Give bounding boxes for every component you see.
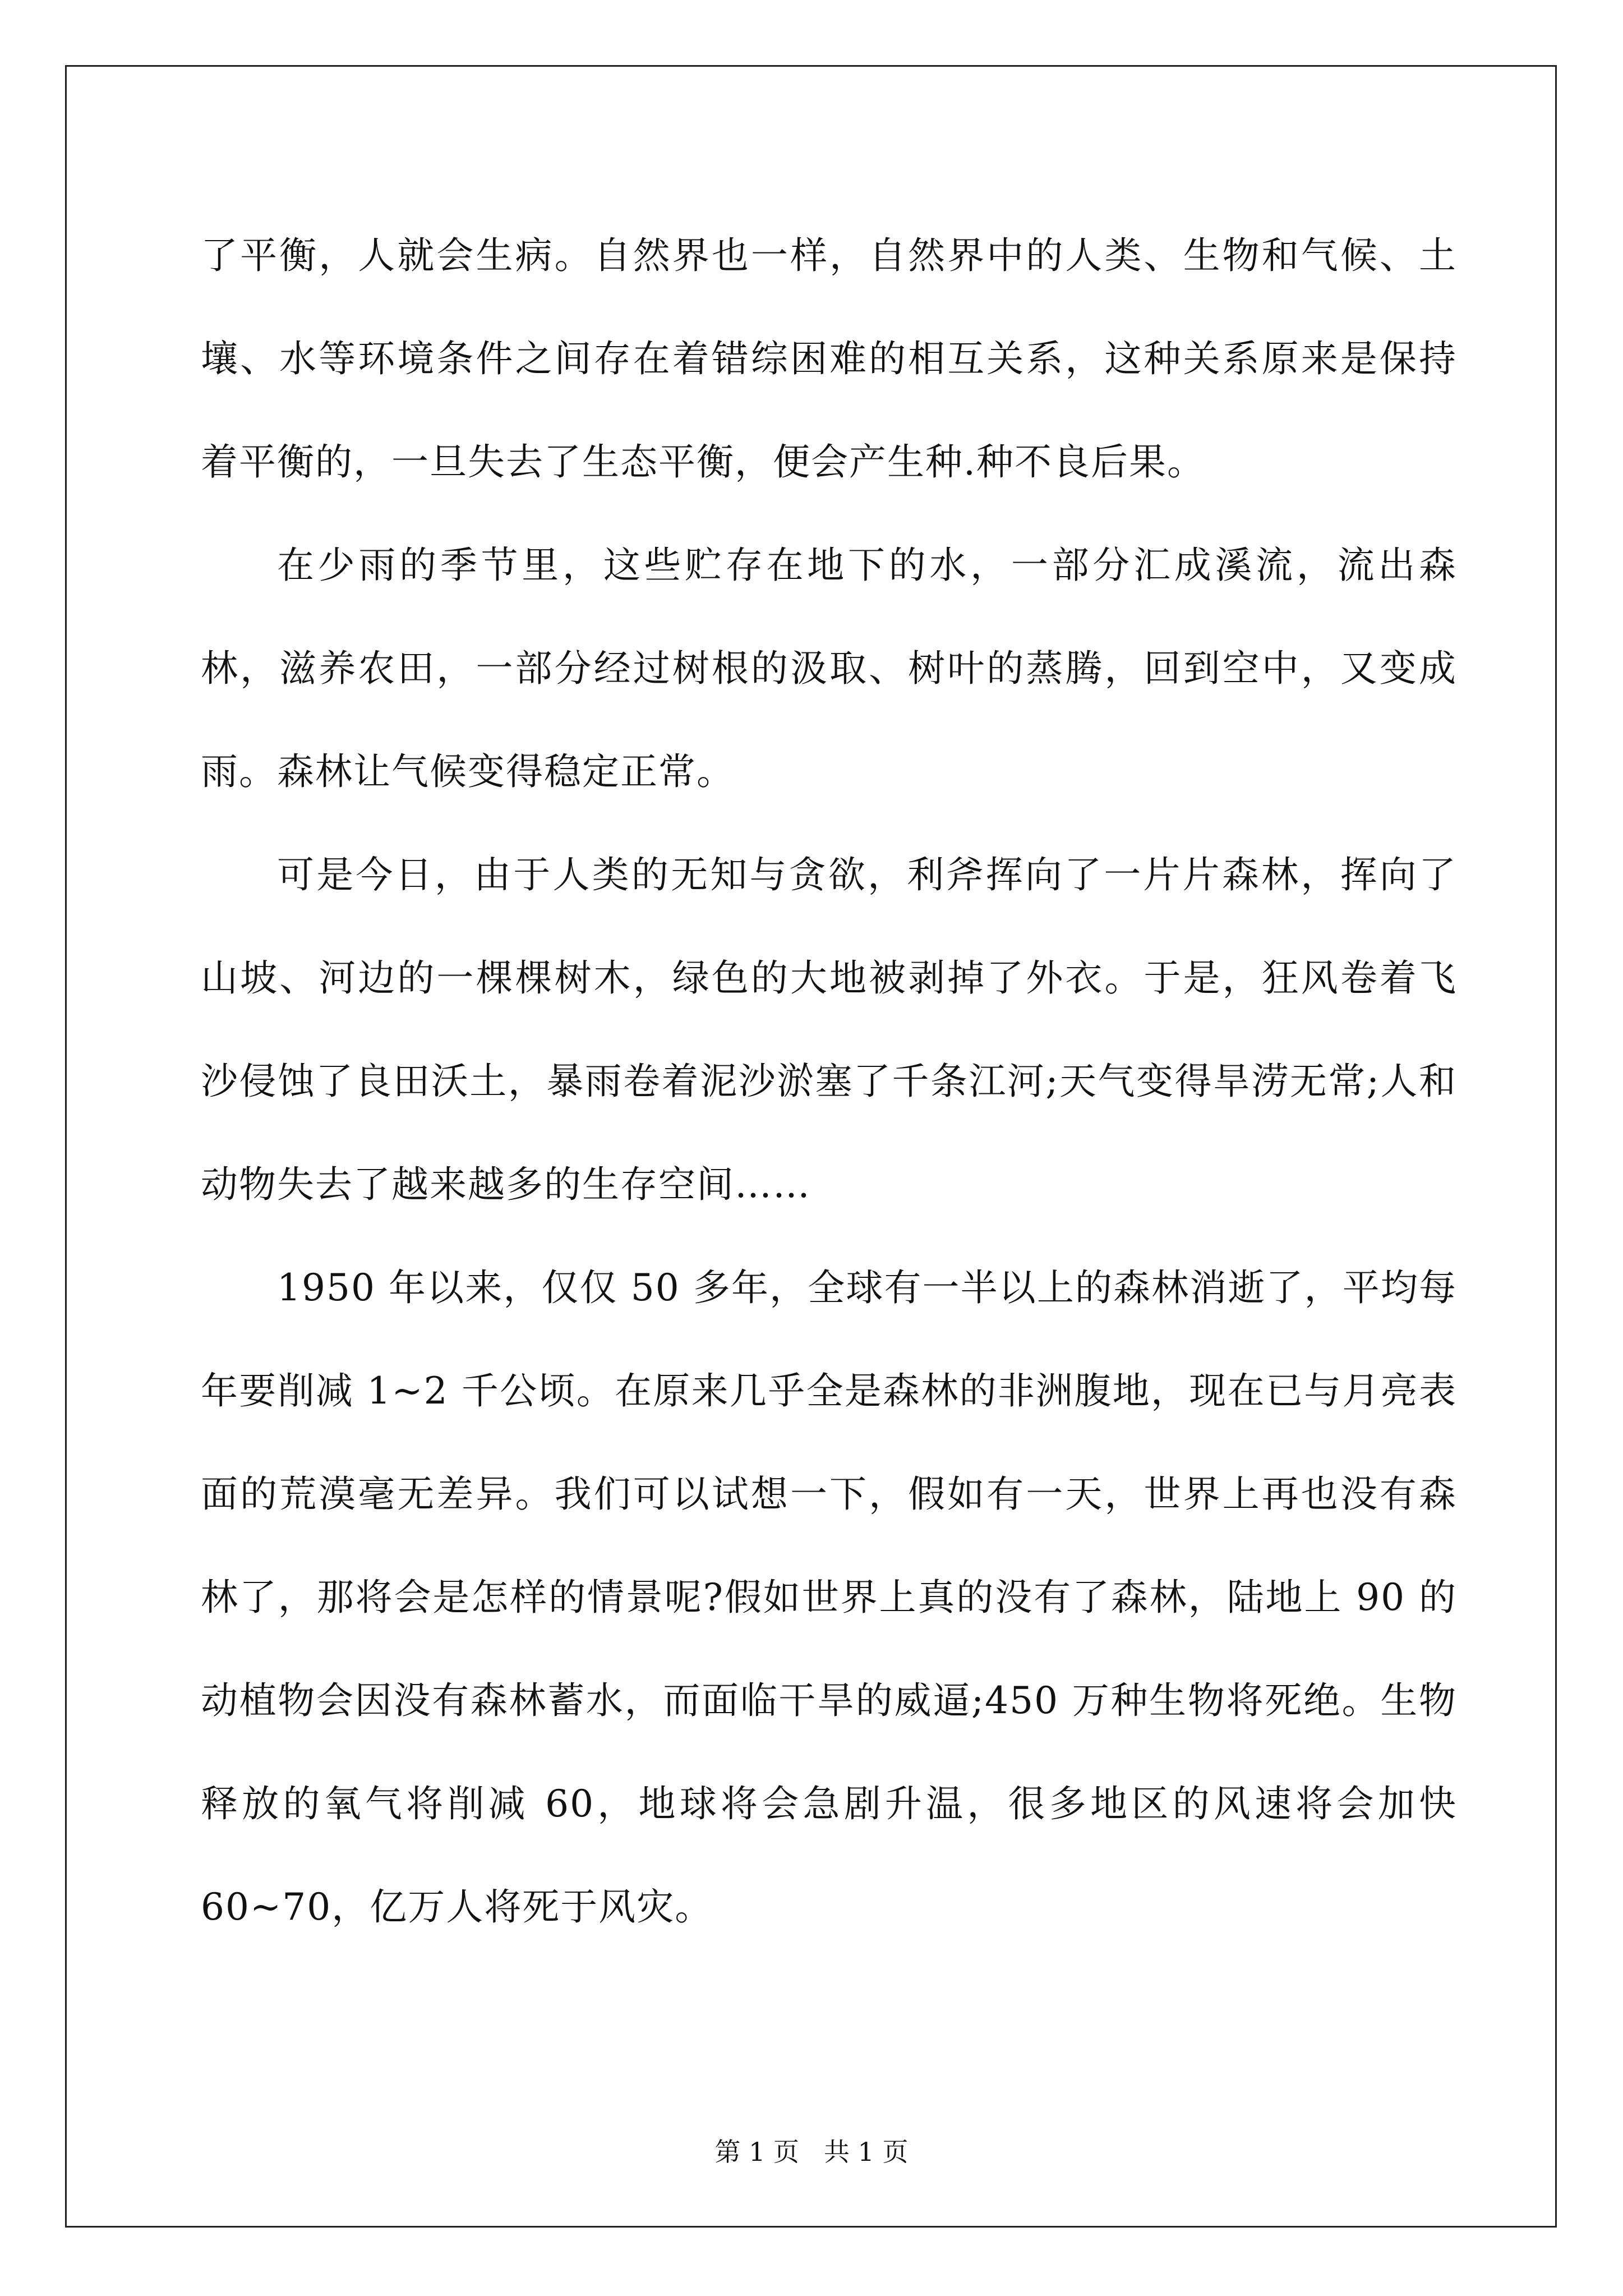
total-pages: 共 1 页 [823, 2137, 909, 2167]
document-body [201, 204, 1457, 1959]
paragraph-2: 在少雨的季节里，这些贮存在地下的水，一部分汇成溪流，流出森林，滋养农田，一部分经过树根的汲取、树叶的蒸腾，回到空中，又变成雨。森林让气候变得稳定正常。 [201, 544, 1457, 793]
page-number: 第 1 页 [714, 2137, 800, 2167]
page-footer [0, 2132, 1623, 2169]
paragraph-1: 了平衡，人就会生病。自然界也一样，自然界中的人类、生物和气候、土壤、水等环境条件之间存在着错综困难的相互关系，这种关系原来是保持着平衡的，一旦失去了生态平衡，便会产生种.种不良后果。 [201, 234, 1457, 484]
paragraph-4: 1950 年以来，仅仅 50 多年，全球有一半以上的森林消逝了，平均每年要削减 1~2 千公顷。在原来几乎全是森林的非洲腹地，现在已与月亮表面的荒漠毫无差异。我们可以试想一下，假如有一天，世界上再也没有森林了，那将会是怎样的情景呢?假如世界上真的没有了森林，陆地上 90 的动植物会因没有森林蓄水，而面临干旱的威逼;450 万种生物将死绝。生物释放的氧气将削减 60，地球将会急剧升温，很多地区的风速将会加快 60~70，亿万人将死于风灾。 [201, 1266, 1457, 1929]
footer-spacer [799, 2137, 824, 2167]
paragraph-3: 可是今日，由于人类的无知与贪欲，利斧挥向了一片片森林，挥向了山坡、河边的一棵棵树木，绿色的大地被剥掉了外衣。于是，狂风卷着飞沙侵蚀了良田沃土，暴雨卷着泥沙淤塞了千条江河;天气变得旱涝无常;人和动物失去了越来越多的生存空间…… [201, 853, 1457, 1206]
